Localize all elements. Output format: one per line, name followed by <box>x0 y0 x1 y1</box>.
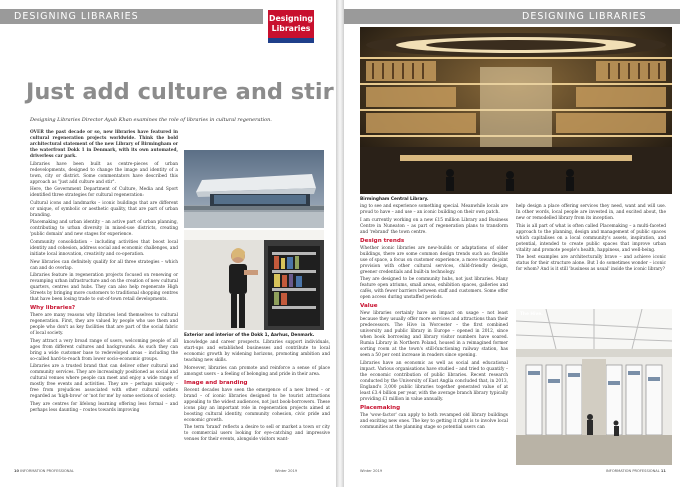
logo-bar <box>268 38 314 43</box>
birmingham-library-image <box>360 27 672 194</box>
body-paragraph: The term 'brand' reflects a desire to sell or market a town or city to commercial users looking for eye-catching and impressive venues for their events, alongside visitors want- <box>184 425 330 443</box>
dokk1-interior-image <box>184 230 324 330</box>
hive-photo-caption: The Hive. <box>520 312 543 317</box>
folio-magazine: INFORMATION PROFESSIONAL <box>20 469 74 473</box>
right-page <box>344 0 680 487</box>
body-paragraph: New libraries certainly have an impact on usage – not least because they usually offer more services and attractions than their predecessors. The Hive in Worcester – the first combined university and public library in Europe – opened in 2012, since when book borrowing and library visitor numbers have soared. Rumia Library in Northern Poland, housed in a reimagined former sorting room at the town's still-functioning railway station, has seen a 50 per cent increase in readers since opening. <box>360 311 508 359</box>
article-headline: Just add culture and stir <box>26 79 334 105</box>
folio-magazine: INFORMATION PROFESSIONAL <box>606 469 660 473</box>
birmingham-library-photo <box>360 27 672 194</box>
body-paragraph: Libraries are a trusted brand that can deliver other cultural and community services. They are increasingly positioned as social and cultural venues where people can meet and enjoy a wide range of mostly free events and activities. They are – perhaps uniquely – free from prejudices associated with other cultural outlets regarded as 'high-brow' or 'not for me' by some sections of society. <box>30 364 178 400</box>
folio-page-number: 11 <box>660 469 666 473</box>
folio-date-right: Winter 2019 <box>360 469 383 473</box>
spread-gutter <box>336 0 344 487</box>
body-paragraph: There are many reasons why libraries lend themselves to cultural regeneration. First, they are valued by people who use them and people who don't as key facilities that are part of the social fabric of local society. <box>30 313 178 337</box>
body-paragraph: The best examples are architecturally brave – and achieve iconic status for their structure alone. But I do sometimes wonder – iconic for whom? And is it still 'business as usual' inside the iconic library? <box>516 255 666 273</box>
body-paragraph: They attract a very broad range of users, welcoming people of all ages from different cultures and backgrounds. As such they can bring a wide customer base to redeveloped areas – including the so-called hard-to-reach from lower socio-economic groups. <box>30 338 178 362</box>
body-paragraph: Libraries have been built as centre-pieces of urban redevelopments, designed to change the image and identity of a town, city or district. Some commentators have described this approach as "just add culture and stir". <box>30 161 178 185</box>
left-page <box>0 0 336 487</box>
body-paragraph: I am currently working on a new £15 million Library and Business Centre in Nuneaton – as part of regeneration plans to transform and 'rebrand' the town centre. <box>360 217 508 235</box>
body-paragraph: Recent decades have seen the emergence of a new breed – or brand – of iconic libraries designed to be tourist attractions appealing to the widest audiences, not just book-borrowers. These icons play an important role in regeneration projects aimed at boosting cultural identity, community cohesion, civic pride and economic growth. <box>184 387 330 423</box>
right-column-1 <box>360 204 508 432</box>
logo-line1: Designing <box>268 14 313 23</box>
body-paragraph: They are centres for lifelong learning offering less formal – and perhaps less daunting – routes towards improving <box>30 401 178 413</box>
body-paragraph: This is all part of what is often called Placemaking – a multi-faceted approach to the planning, design and management of public spaces which capitalises on a local community's assets, inspiration, and potential, intended to create public spaces that improve urban vitality and promote people's health, happiness, and well-being. <box>516 223 666 253</box>
body-paragraph: Libraries feature in regeneration projects focused on renewing or revamping urban infrastructure and on the creation of new cultural quarters, centres and hubs. They can also help regenerate High Streets by bringing more customers to traditional shopping centres that have been losing trade to out-of-town retail developments. <box>30 273 178 303</box>
intro-paragraph: OVER the past decade or so, new libraries have featured in cultural regeneration projects worldwide. Think the bold architectural statement of the new Library of Birmingham or the waterfront Dokk 1 in Denmark, with its own automated, driverless car park. <box>30 130 178 159</box>
logo-line2: Libraries <box>271 24 311 33</box>
dokk1-exterior-photo <box>184 150 324 228</box>
body-paragraph: Here, the Government Department of Culture, Media and Sport identified three strategies for cultural regeneration: <box>30 187 178 199</box>
body-paragraph: The 'wow-factor' can apply to both revamped old library buildings and exciting new ones. The key to getting it right is to involve local communities at the planning stage so potential users can <box>360 412 508 430</box>
folio-date-left: Winter 2019 <box>275 469 298 473</box>
body-paragraph: ing to see and experience something special. Meanwhile locals are proud to have – and use – an iconic building on their own patch. <box>360 204 508 215</box>
hive-library-photo <box>516 309 672 465</box>
folio-right <box>606 469 666 473</box>
body-paragraph: Libraries have an economic as well as social and educational impact. Various organisations have studied – and tried to quantify – the economic contribution of public libraries. Recent research conducted by the University of East Anglia concluded that, in 2013, England's 3,000 public libraries together generated value of at least £3.4 billion per year, with the average branch library typically providing £1 million in value annually. <box>360 360 508 402</box>
body-paragraph: Moreover, libraries can promote and reinforce a sense of place amongst users – a feeling of belonging and pride in their area. <box>184 365 330 377</box>
section-header-right: DESIGNING LIBRARIES <box>522 11 647 22</box>
section-header-left: DESIGNING LIBRARIES <box>14 11 139 22</box>
body-paragraph: New libraries can definitely qualify for all three strategies – which can and do overlap. <box>30 259 178 271</box>
body-paragraph: Whether iconic libraries are new-builds or adaptations of older buildings, there are some common design trends such as: flexible use of space, a focus on customer experience, a move towards joint provision with other cultural services, child-friendly design, greener credentials and built-in technology. <box>360 245 508 275</box>
strategy-placemaking: Placemaking and urban identity – an active part of urban planning, contributing to urban diversity in mixed-use districts, creating 'public domain' and new stages for experience. <box>30 220 178 238</box>
hive-library-image <box>516 309 672 465</box>
subhead-image-branding: Image and branding <box>184 379 248 386</box>
subhead-placemaking: Placemaking <box>360 404 401 411</box>
left-column-1 <box>30 130 178 416</box>
subhead-why-libraries: Why libraries? <box>30 305 76 312</box>
strategy-community: Community consolidation – including activities that boost local identity and cohesion, address social and economic challenges, and initiate local innovation, creativity and co-operation. <box>30 239 178 257</box>
right-column-2 <box>516 204 666 275</box>
subhead-design-trends: Design trends <box>360 237 405 244</box>
strategy-icons: Cultural icons and landmarks – iconic buildings that are different or unique, of symbolic or aesthetic quality, that are part of urban branding. <box>30 200 178 218</box>
article-standfirst: Designing Libraries Director Ayub Khan examines the role of libraries in cultural regeneration. <box>30 117 272 123</box>
left-column-2 <box>184 340 330 445</box>
subhead-value: Value <box>360 303 378 310</box>
body-paragraph: help design a place offering services they need, want and will use. In other words, local people are invested in, and excited about, the new or remodelled library from its inception. <box>516 204 666 221</box>
body-paragraph: They are designed to be community hubs, not just libraries. Many feature open atriums, small areas, exhibition spaces, galleries and cafés, with fewer barriers between staff and customers. Some offer open access during unstaffed periods. <box>360 277 508 301</box>
dokk1-exterior-image <box>184 150 324 228</box>
designing-libraries-logo <box>268 10 314 43</box>
folio-left <box>14 469 74 473</box>
right-photo-caption: Birmingham Central Library. <box>360 197 429 202</box>
dokk1-interior-photo <box>184 230 324 330</box>
body-paragraph: knowledge and career prospects. Libraries support individuals, start-ups and established businesses and contribute to local economic growth by widening horizons, promoting ambition and teaching new skills. <box>184 340 330 363</box>
folio-page-number: 10 <box>14 469 20 473</box>
left-photo-caption: Exterior and interior of the Dokk 1, Aarhus, Denmark. <box>184 333 315 338</box>
